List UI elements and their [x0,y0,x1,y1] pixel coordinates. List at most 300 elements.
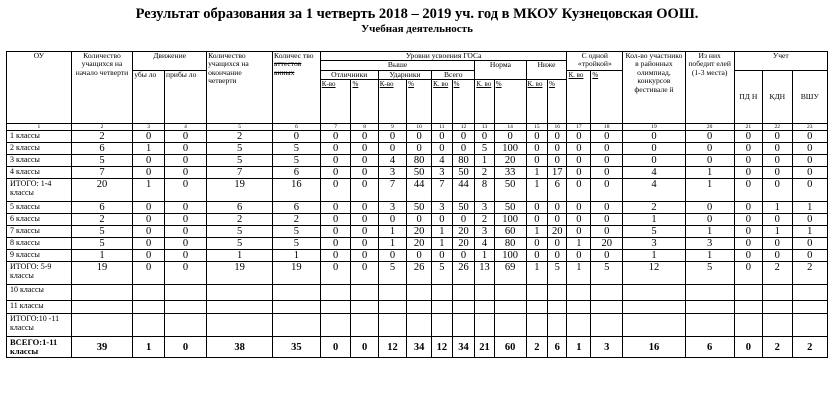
table-cell: 100 [494,250,526,262]
table-cell: 0 [734,337,762,358]
table-cell: 50 [494,179,526,202]
table-cell: 0 [792,167,827,179]
column-number: 3 [133,124,165,131]
table-cell [792,314,827,337]
table-cell: 20 [71,179,132,202]
table-cell: 0 [792,131,827,143]
table-cell [71,301,132,314]
table-cell: 0 [734,131,762,143]
table-cell [273,301,321,314]
table-cell [792,285,827,301]
row-label: 10 классы [7,285,72,301]
column-number: 8 [351,124,378,131]
column-number: 19 [623,124,686,131]
column-number: 1 [7,124,72,131]
table-cell: 20 [548,226,567,238]
table-cell: 0 [591,143,623,155]
table-cell: 0 [763,214,793,226]
sub-qty: К. во [526,80,548,124]
table-cell: 1 [763,202,793,214]
table-row [7,238,828,250]
table-cell: 0 [567,202,591,214]
table-cell: 0 [792,250,827,262]
table-cell: 80 [407,155,432,167]
table-cell: 0 [591,179,623,202]
table-cell [591,285,623,301]
table-cell [273,314,321,337]
table-cell: 0 [526,238,548,250]
table-cell: 0 [623,155,686,167]
table-cell: 0 [407,131,432,143]
table-cell: 0 [526,155,548,167]
table-cell: 20 [494,155,526,167]
header-norm: Норма [475,61,526,80]
table-cell: 100 [494,214,526,226]
table-cell: 0 [165,143,207,155]
table-cell: 39 [71,337,132,358]
table-cell: 0 [133,202,165,214]
table-cell: 0 [165,167,207,179]
table-cell [494,301,526,314]
table-cell [378,301,406,314]
table-cell: 2 [207,131,273,143]
table-cell: 17 [548,167,567,179]
sub-qty: К-во [378,80,406,124]
table-cell: 0 [685,131,734,143]
column-number: 23 [792,124,827,131]
table-cell [71,285,132,301]
table-cell: 0 [320,226,351,238]
table-cell [452,301,475,314]
column-number: 10 [407,124,432,131]
table-cell: 0 [763,238,793,250]
table-cell [526,314,548,337]
table-cell: 0 [133,131,165,143]
table-cell: 1 [475,155,494,167]
table-cell: 0 [734,202,762,214]
table-cell: 6 [273,202,321,214]
table-cell: 0 [567,167,591,179]
header-count-certified-text: Количес тво аттестов анных [274,51,314,77]
table-cell: 20 [591,238,623,250]
table-cell: 0 [494,131,526,143]
table-cell: 5 [207,155,273,167]
sub-pct: % [351,80,378,124]
table-cell [165,314,207,337]
column-number: 7 [320,124,351,131]
table-cell: 0 [623,131,686,143]
table-cell: 12 [623,262,686,285]
column-number: 20 [685,124,734,131]
table-cell: 0 [165,179,207,202]
header-kdn: КДН [763,70,793,123]
table-cell: 80 [452,155,475,167]
header-above: Выше [320,61,475,70]
header-total: Всего [432,70,475,79]
table-cell [591,314,623,337]
table-cell [792,301,827,314]
table-cell: 0 [320,167,351,179]
table-cell: 0 [432,131,452,143]
table-cell: 5 [207,238,273,250]
table-cell: 1 [526,179,548,202]
table-cell: 0 [792,179,827,202]
table-cell: 0 [763,143,793,155]
table-cell: 0 [475,131,494,143]
table-cell: 0 [548,238,567,250]
table-cell [475,314,494,337]
table-cell [378,285,406,301]
table-cell: 1 [207,250,273,262]
table-cell [165,301,207,314]
table-cell: 0 [452,143,475,155]
table-cell: 1 [567,238,591,250]
column-number: 12 [452,124,475,131]
table-row [7,167,828,179]
table-cell: 5 [273,143,321,155]
header-olympiads: Кол-во участнико в районных олимпиад, конкурсов фестивале й [623,52,686,124]
table-cell: 0 [734,250,762,262]
table-cell [734,314,762,337]
table-cell: 44 [407,179,432,202]
header-arrived: прибы ло [165,70,207,123]
table-cell: 1 [133,143,165,155]
table-cell: 50 [407,202,432,214]
table-cell [548,314,567,337]
table-cell: 6 [71,143,132,155]
table-cell [320,301,351,314]
sub-pct: % [548,80,567,124]
table-cell: 0 [734,143,762,155]
table-cell: 2 [475,214,494,226]
table-cell: 0 [320,214,351,226]
table-cell: 1 [378,226,406,238]
table-cell: 0 [378,214,406,226]
table-cell: 0 [133,167,165,179]
table-cell: 1 [133,337,165,358]
table-cell: 5 [548,262,567,285]
table-cell: 0 [165,238,207,250]
table-cell: 16 [623,337,686,358]
table-cell: 5 [207,226,273,238]
table-cell: 6 [548,179,567,202]
table-cell: 2 [623,202,686,214]
table-cell: 6 [207,202,273,214]
table-cell: 5 [378,262,406,285]
table-cell [71,314,132,337]
table-cell: 5 [71,155,132,167]
table-row [7,285,828,301]
table-cell: 0 [452,214,475,226]
table-cell: 6 [71,202,132,214]
table-cell [351,285,378,301]
table-cell: 0 [591,131,623,143]
table-cell: 0 [407,214,432,226]
table-row [7,301,828,314]
table-cell: 4 [432,155,452,167]
table-row [7,131,828,143]
header-movement: Движение [133,52,207,71]
table-cell: 0 [165,262,207,285]
table-cell: 6 [548,337,567,358]
table-cell: 2 [763,262,793,285]
page-title: Результат образования за 1 четверть 2018 – 2019 уч. год в МКОУ Кузнецовская ООШ. [135,6,699,22]
table-cell: 0 [734,167,762,179]
table-cell [763,314,793,337]
table-cell: 0 [763,131,793,143]
header-below: Ниже [526,61,567,80]
table-cell: 0 [763,167,793,179]
header-excellent: Отличники [320,70,378,79]
table-cell: 5 [273,226,321,238]
table-cell: 5 [71,226,132,238]
table-cell: 1 [567,262,591,285]
table-cell: 0 [763,155,793,167]
table-cell: 0 [623,143,686,155]
table-cell: 0 [133,250,165,262]
table-cell: 19 [207,262,273,285]
table-cell: 1 [792,202,827,214]
table-cell: 5 [432,262,452,285]
table-cell: 19 [273,262,321,285]
table-cell: 0 [351,226,378,238]
table-cell: 2 [273,214,321,226]
table-cell [734,285,762,301]
header-vshu: ВШУ [792,70,827,123]
table-cell: 0 [591,155,623,167]
table-cell [407,285,432,301]
table-cell: 0 [351,214,378,226]
column-number: 5 [207,124,273,131]
header-ou: ОУ [7,52,72,124]
table-cell: 0 [526,250,548,262]
column-number: 9 [378,124,406,131]
table-cell: 4 [623,167,686,179]
table-cell: 0 [567,250,591,262]
table-cell: 3 [475,202,494,214]
table-cell: 0 [685,214,734,226]
table-cell [207,301,273,314]
table-cell: 0 [792,155,827,167]
table-cell: 1 [685,167,734,179]
table-cell: 50 [452,167,475,179]
table-cell: 1 [623,214,686,226]
table-cell: 0 [452,131,475,143]
table-cell [165,285,207,301]
table-cell: 3 [432,167,452,179]
table-cell: 6 [685,337,734,358]
table-cell: 0 [407,143,432,155]
table-cell: 4 [623,179,686,202]
table-cell: 0 [273,131,321,143]
table-cell: 1 [567,337,591,358]
results-table [6,51,828,358]
table-cell: 0 [165,337,207,358]
table-cell: 0 [133,155,165,167]
table-cell: 5 [591,262,623,285]
table-cell [407,301,432,314]
table-cell: 5 [273,238,321,250]
column-number: 4 [165,124,207,131]
table-cell: 0 [734,226,762,238]
table-cell: 0 [792,214,827,226]
table-cell: 0 [526,131,548,143]
table-cell: 3 [591,337,623,358]
row-label: 7 классы [7,226,72,238]
table-cell: 0 [320,262,351,285]
column-number: 14 [494,124,526,131]
table-cell: 3 [378,167,406,179]
table-cell [567,285,591,301]
table-cell [475,285,494,301]
table-cell: 0 [320,202,351,214]
row-label: 3 классы [7,155,72,167]
table-cell: 1 [526,226,548,238]
table-cell [432,301,452,314]
table-cell: 3 [378,202,406,214]
table-cell: 0 [320,238,351,250]
table-cell: 0 [734,179,762,202]
table-cell [378,314,406,337]
table-cell: 0 [378,131,406,143]
column-number: 16 [548,124,567,131]
table-row [7,314,828,337]
table-cell: 5 [273,155,321,167]
column-number: 11 [432,124,452,131]
sub-pct: % [494,80,526,124]
table-cell: 2 [526,337,548,358]
table-cell: 0 [320,155,351,167]
table-cell: 19 [207,179,273,202]
table-cell [526,301,548,314]
row-label: ИТОГО:10 -11 классы [7,314,72,337]
row-label: ВСЕГО:1-11 классы [7,337,72,358]
table-cell: 3 [475,226,494,238]
table-cell [494,285,526,301]
table-cell: 0 [763,179,793,202]
table-cell: 0 [685,155,734,167]
table-cell [207,314,273,337]
table-cell: 0 [378,250,406,262]
sub-pct: % [591,70,623,123]
table-cell: 1 [685,250,734,262]
row-label: ИТОГО: 5-9 классы [7,262,72,285]
table-cell: 0 [351,262,378,285]
table-cell: 0 [133,214,165,226]
table-cell: 38 [207,337,273,358]
table-cell [432,285,452,301]
table-cell: 4 [378,155,406,167]
table-cell: 5 [623,226,686,238]
table-cell: 1 [792,226,827,238]
row-label: 8 классы [7,238,72,250]
table-cell: 2 [71,214,132,226]
table-cell: 1 [685,226,734,238]
table-cell [320,314,351,337]
column-number: 21 [734,124,762,131]
sub-pct: % [407,80,432,124]
header-one-three: С одной «тройкой» [567,52,623,71]
table-cell: 34 [452,337,475,358]
table-cell: 0 [165,226,207,238]
table-cell: 5 [685,262,734,285]
table-cell [623,285,686,301]
table-cell: 0 [526,143,548,155]
table-cell: 33 [494,167,526,179]
table-cell: 7 [378,179,406,202]
table-cell: 20 [407,238,432,250]
table-cell: 0 [591,226,623,238]
table-cell: 2 [792,337,827,358]
table-cell [763,301,793,314]
table-cell: 0 [133,238,165,250]
table-cell: 0 [432,250,452,262]
table-cell: 0 [591,250,623,262]
table-row [7,250,828,262]
table-cell: 0 [734,214,762,226]
table-cell: 0 [320,250,351,262]
table-row [7,179,828,202]
table-cell: 0 [526,214,548,226]
header-count-certified [273,52,321,124]
table-cell: 0 [351,202,378,214]
row-label: 11 классы [7,301,72,314]
table-cell: 0 [548,202,567,214]
table-cell [567,301,591,314]
header-count-start: Количество учащихся на начало четверти [71,52,132,124]
table-cell [623,301,686,314]
table-cell [452,285,475,301]
table-cell: 0 [165,202,207,214]
table-row [7,262,828,285]
table-cell: 0 [734,238,762,250]
table-row [7,337,828,358]
table-cell: 13 [475,262,494,285]
table-cell [734,301,762,314]
table-cell [548,285,567,301]
header-winners: Из них победит елей (1-3 места) [685,52,734,124]
table-cell: 50 [452,202,475,214]
table-cell: 0 [567,179,591,202]
header-count-end: Количество учащихся на окончание четверти [207,52,273,124]
table-cell [133,285,165,301]
table-cell: 50 [407,167,432,179]
table-cell [407,314,432,337]
table-cell: 1 [526,262,548,285]
table-cell [320,285,351,301]
table-cell: 0 [567,131,591,143]
table-cell: 0 [320,131,351,143]
sub-qty: К. во [475,80,494,124]
table-cell: 60 [494,226,526,238]
table-cell: 12 [432,337,452,358]
table-cell: 1 [763,226,793,238]
table-cell: 69 [494,262,526,285]
table-cell: 2 [792,262,827,285]
table-cell: 21 [475,337,494,358]
table-row [7,155,828,167]
table-cell: 0 [432,143,452,155]
table-cell [763,285,793,301]
table-cell [133,314,165,337]
table-cell: 35 [273,337,321,358]
table-cell [494,314,526,337]
table-cell: 0 [351,238,378,250]
table-cell: 5 [207,143,273,155]
table-cell: 0 [351,250,378,262]
table-cell: 1 [273,250,321,262]
page-subtitle: Учебная деятельность [361,23,473,35]
